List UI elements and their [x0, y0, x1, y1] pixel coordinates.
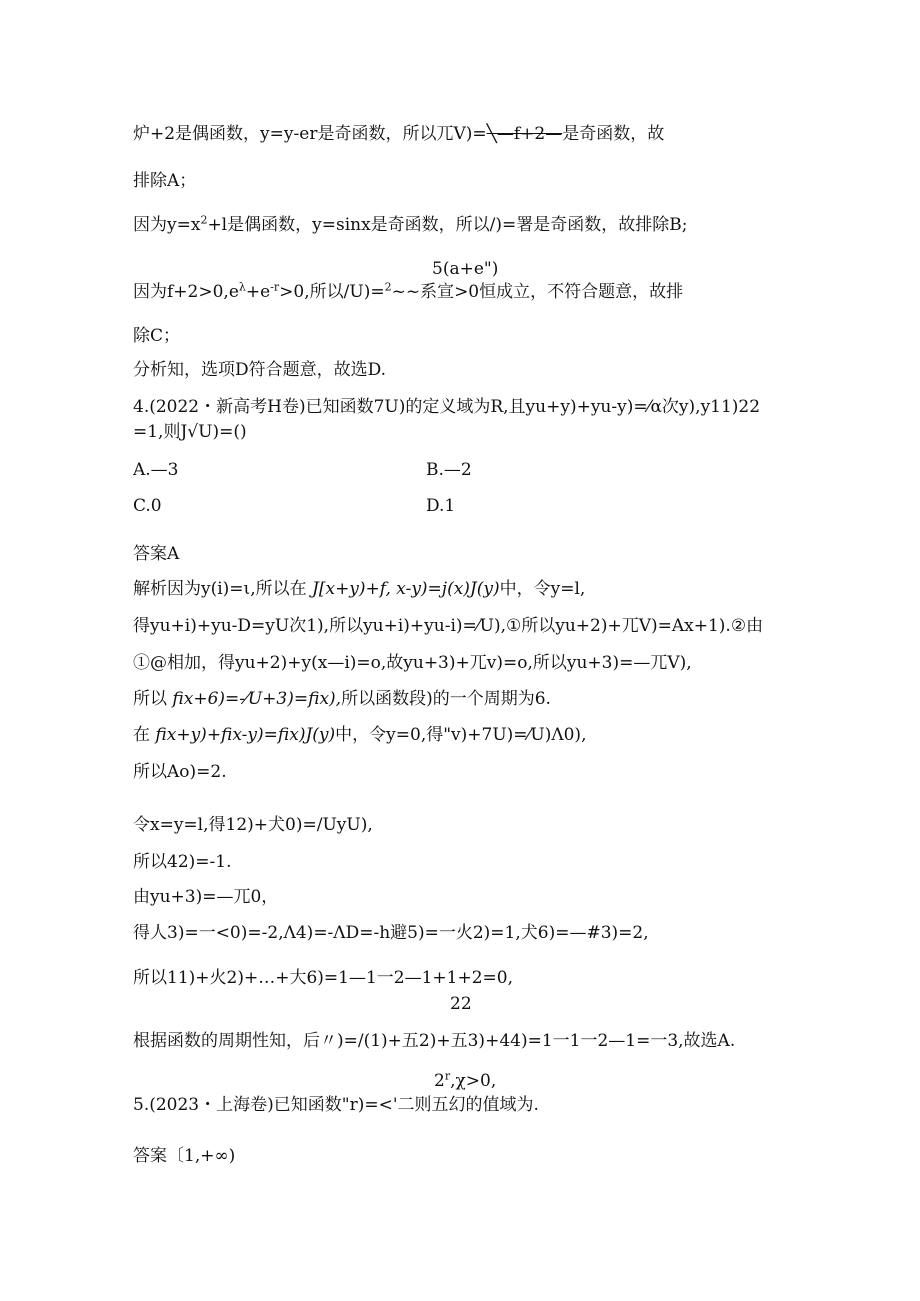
solution-line-11: 所以11)+火2)+…+大6)=1—1一2—1+1+2=0, [133, 968, 513, 988]
answer-5: 答案〔1,+∞) [133, 1146, 236, 1166]
text-line-5: 除C； [133, 326, 181, 346]
option-a: A.—3 [133, 460, 179, 480]
answer-4: 答案A [133, 544, 180, 564]
solution-line-7: 令x=y=l,得12)+犬0)=/UyU), [133, 815, 373, 835]
question-4-line-2: =1,则J√U)=() [133, 422, 247, 442]
solution-line-1: 解析因为y(i)=ι,所以在 J[x+y)+f, x-y)=j(x)J(y)中，令y=l, [133, 579, 586, 599]
text-line-3: 因为$y=x^2+l$是偶函数，y=sinx是奇函数，所以/)=署是奇函数，故排除B; [133, 213, 688, 235]
fraction-numerator: 5(a+e") [432, 259, 499, 279]
option-b: B.—2 [426, 460, 472, 480]
solution-line-2: 得yu+i)+yu-D=yU次1),所以yu+i)+yu-i)=⁄U),①所以yu+2)+兀V)=Ax+1).②由 [133, 616, 764, 636]
option-c: C.0 [133, 496, 162, 516]
solution-line-5: 在 fix+y)+fix-y)=fix)J(y)中，令y=0,得"v)+7U)=⁄U)Λ0), [133, 725, 587, 745]
solution-line-10: 得人3)=一<0)=-2,Λ4)=-ΛD=-h避5)=一火2)=1,犬6)=—#3)=2, [133, 923, 649, 943]
solution-line-8: 所以42)=-1. [133, 852, 232, 872]
question-4-line-1: 4.(2022・新高考H卷)已知函数7U)的定义域为R,且yu+y)+yu-y)=⁄α次y),y11)22 [133, 397, 761, 417]
text-line-1: 炉+2是偶函数，y=y-er是奇函数，所以兀V)=╲—f+2—是奇函数，故 [133, 124, 665, 144]
solution-line-9: 由yu+3)=—兀0， [133, 887, 279, 907]
solution-line-12: 根据函数的周期性知，后〃)=/(1)+五2)+五3)+44)=1一1一2—1=一3,故选A. [133, 1031, 736, 1051]
text-line-2: 排除A； [133, 171, 197, 191]
solution-line-6: 所以Ao)=2. [133, 762, 227, 782]
question-5: 5.(2023・上海卷)已知函数"r)=<'二则五幻的值域为. [133, 1095, 539, 1115]
text-line-4: 因为$f+2>0,e^\lambda+e^{-r}>0$,所以/U)=$^2$~~系宣>0恒成立，不符合题意，故排 [133, 280, 684, 302]
stray-number: 22 [450, 994, 472, 1014]
piecewise-fragment: $2^r,\chi>0$, [434, 1069, 497, 1091]
text-line-6: 分析知，选项D符合题意，故选D. [133, 360, 387, 380]
solution-line-3: ①@相加，得yu+2)+y(x—i)=o,故yu+3)+兀v)=o,所以yu+3)=—兀V), [133, 653, 692, 673]
option-d: D.1 [426, 496, 456, 516]
solution-line-4: 所以 fix+6)=-⁄U+3)=fix),所以函数段)的一个周期为6. [133, 689, 551, 709]
struck-expression: ╲—f+2— [486, 124, 563, 144]
